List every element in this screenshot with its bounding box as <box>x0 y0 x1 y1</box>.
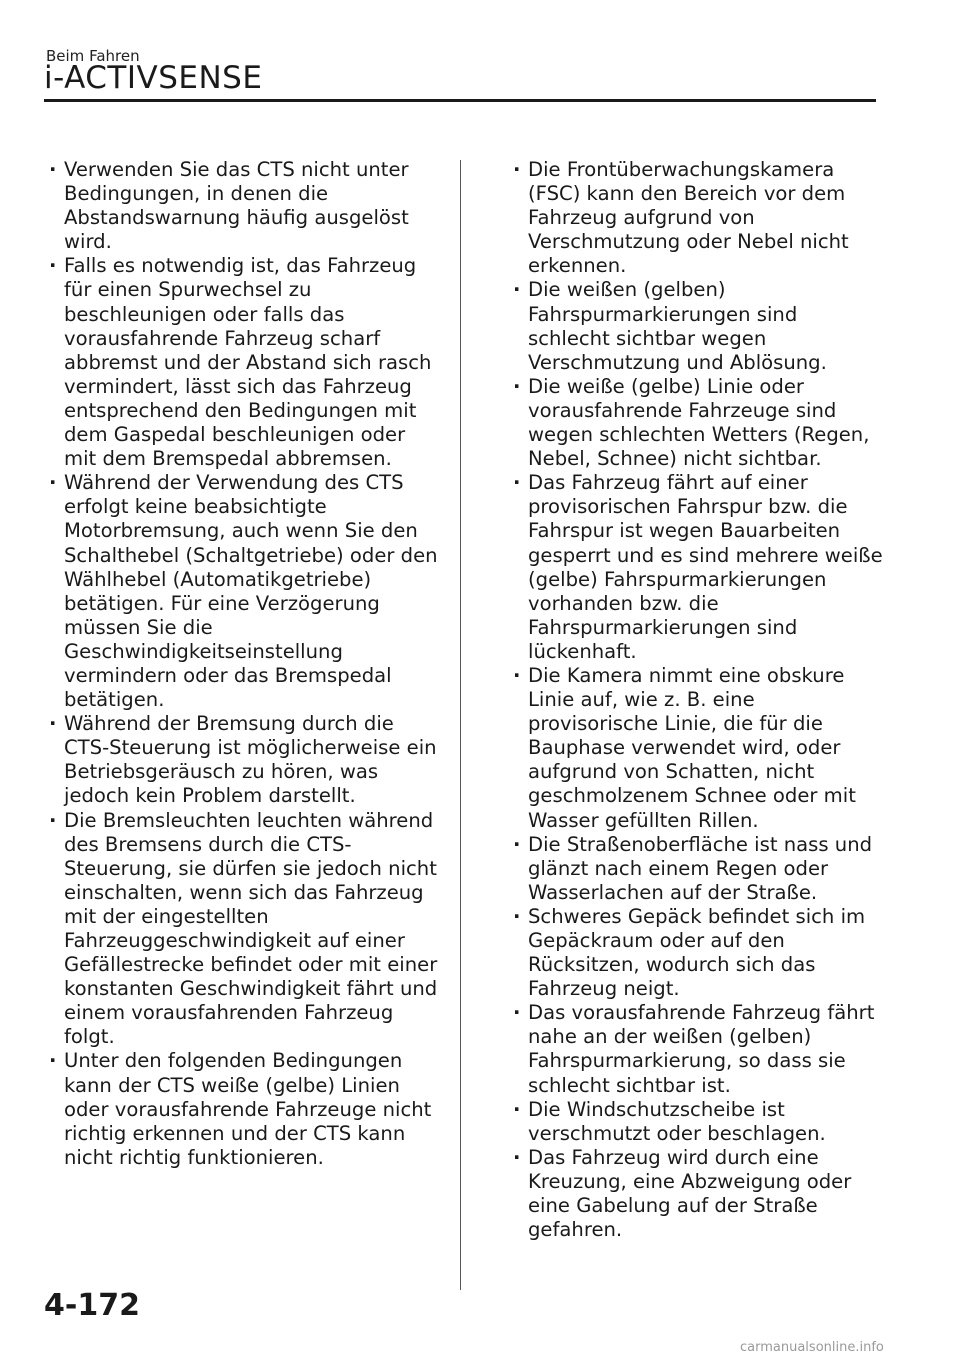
list-item: · Falls es notwendig ist, das Fahrzeug für einen Spurwechsel zu beschleunigen oder falls das vorausfahrende Fahrzeug scharf abbremst und der Abstand sich rasch vermindert, lässt sich das Fahrzeug entsprechend den Bedingungen mit dem Gaspedal beschleunigen oder mit dem Bremspedal abbremsen. <box>48 254 440 471</box>
list-item: · Die weißen (gelben) Fahrspurmarkierungen sind schlecht sichtbar wegen Verschmutzung und Ablösung. <box>512 278 884 374</box>
right-column <box>512 158 884 1242</box>
list-item: · Das Fahrzeug fährt auf einer provisorischen Fahrspur bzw. die Fahrspur ist wegen Bauarbeiten gesperrt und es sind mehrere weiße (gelbe) Fahrspurmarkierungen vorhanden bzw. die Fahrspurmarkierungen sind lückenhaft. <box>512 471 884 664</box>
list-item: · Das vorausfahrende Fahrzeug fährt nahe an der weißen (gelben) Fahrspurmarkierung, so dass sie schlecht sichtbar ist. <box>512 1001 884 1097</box>
list-item: · Die Windschutzscheibe ist verschmutzt oder beschlagen. <box>512 1098 884 1146</box>
column-divider <box>460 160 461 1290</box>
list-item: · Während der Bremsung durch die CTS-Steuerung ist möglicherweise ein Betriebsgeräusch zu hören, was jedoch kein Problem darstellt. <box>48 712 440 808</box>
list-item: · Schweres Gepäck befindet sich im Gepäckraum oder auf den Rücksitzen, wodurch sich das Fahrzeug neigt. <box>512 905 884 1001</box>
page-title: i-ACTIVSENSE <box>44 60 263 96</box>
list-item: · Die Straßenoberfläche ist nass und glänzt nach einem Regen oder Wasserlachen auf der Straße. <box>512 833 884 905</box>
list-item: · Die Bremsleuchten leuchten während des Bremsens durch die CTS-Steuerung, sie dürfen sie jedoch nicht einschalten, wenn sich das Fahrzeug mit der eingestellten Fahrzeuggeschwindigkeit auf einer Gefällestrecke befindet oder mit einer konstanten Geschwindigkeit fährt und einem vorausfahrenden Fahrzeug folgt. <box>48 809 440 1050</box>
list-item: · Verwenden Sie das CTS nicht unter Bedingungen, in denen die Abstandswarnung häufig ausgelöst wird. <box>48 158 440 254</box>
list-item: · Die weiße (gelbe) Linie oder vorausfahrende Fahrzeuge sind wegen schlechten Wetters (Regen, Nebel, Schnee) nicht sichtbar. <box>512 375 884 471</box>
list-item: · Das Fahrzeug wird durch eine Kreuzung, eine Abzweigung oder eine Gabelung auf der Straße gefahren. <box>512 1146 884 1242</box>
list-item: · Während der Verwendung des CTS erfolgt keine beabsichtigte Motorbremsung, auch wenn Sie den Schalthebel (Schaltgetriebe) oder den Wählhebel (Automatikgetriebe) betätigen. Für eine Verzögerung müssen Sie die Geschwindigkeitseinstellung vermindern oder das Bremspedal betätigen. <box>48 471 440 712</box>
section-label: Beim Fahren <box>46 47 140 65</box>
page-number: 4-172 <box>44 1288 140 1323</box>
list-item: · Die Frontüberwachungskamera (FSC) kann den Bereich vor dem Fahrzeug aufgrund von Verschmutzung oder Nebel nicht erkennen. <box>512 158 884 278</box>
watermark: carmanualsonline.info <box>740 1340 884 1355</box>
left-column <box>48 158 440 1170</box>
list-item: · Unter den folgenden Bedingungen kann der CTS weiße (gelbe) Linien oder vorausfahrende Fahrzeuge nicht richtig erkennen und der CTS kann nicht richtig funktionieren. <box>48 1049 440 1169</box>
header-rule <box>44 99 876 102</box>
list-item: · Die Kamera nimmt eine obskure Linie auf, wie z. B. eine provisorische Linie, die für die Bauphase verwendet wird, oder aufgrund von Schatten, nicht geschmolzenem Schnee oder mit Wasser gefüllten Rillen. <box>512 664 884 833</box>
